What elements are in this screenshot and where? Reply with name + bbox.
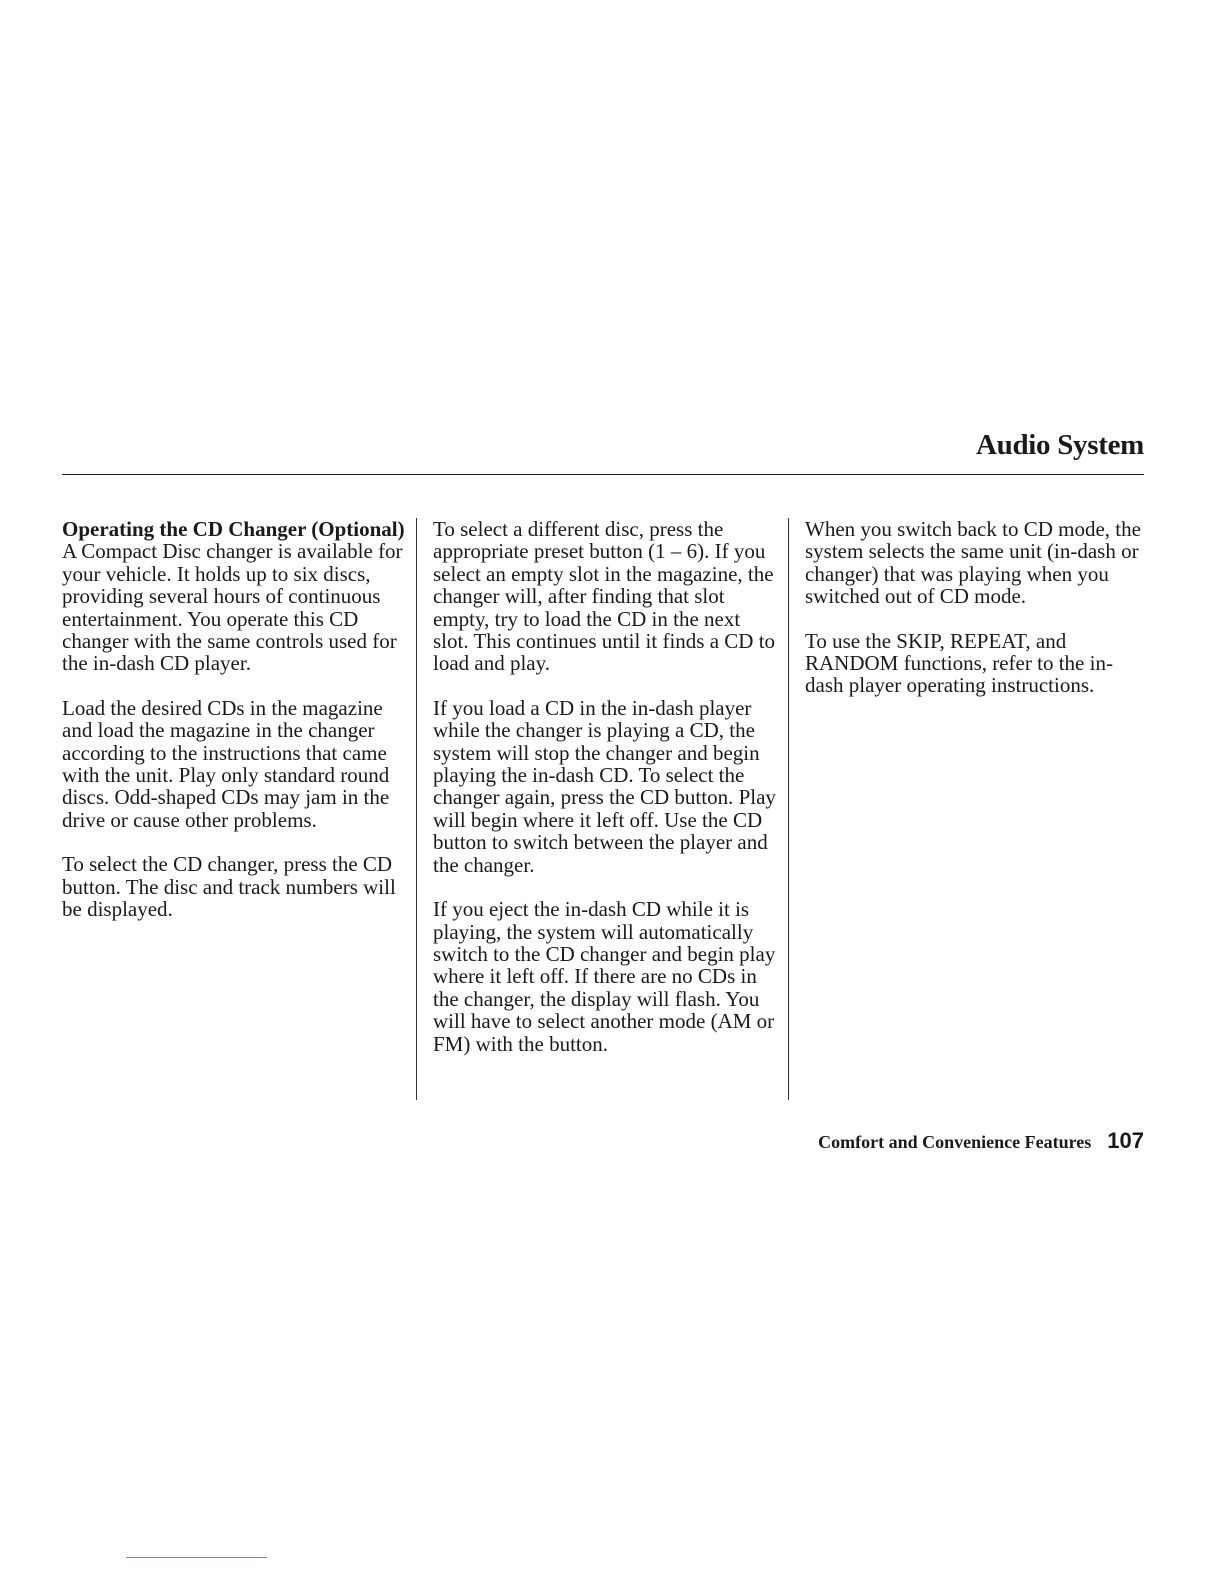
page-number: 107	[1107, 1128, 1144, 1153]
page-footer	[818, 1128, 1144, 1154]
chapter-label: Comfort and Convenience Features	[818, 1132, 1092, 1152]
column-1	[62, 518, 407, 943]
paragraph: To select a different disc, press the appropriate preset button (1 – 6). If you select an empty slot in the magazine, the changer will, after finding that slot empty, try to load the CD in the next slot. This continues until it finds a CD to load and play.	[433, 517, 776, 676]
paragraph: To use the SKIP, REPEAT, and RANDOM functions, refer to the in-dash player operating instructions.	[805, 628, 1113, 698]
column-2	[433, 518, 778, 1077]
paragraph: If you load a CD in the in-dash player while the changer is playing a CD, the system will stop the changer and begin playing the in-dash CD. To select the changer again, press the CD button. Play will begin where it left off. Use the CD button to switch between the player and the changer.	[433, 695, 776, 877]
bottom-link-rule	[126, 1557, 267, 1558]
paragraph: Load the desired CDs in the magazine and load the magazine in the changer according to the instructions that came with the unit. Play only standard round discs. Odd-shaped CDs may jam in the drive or cause other problems.	[62, 695, 390, 832]
column-3	[805, 518, 1150, 719]
paragraph: If you eject the in-dash CD while it is playing, the system will automatically switch to the CD changer and begin play where it left off. If there are no CDs in the changer, the display will flash. You will have to select another mode (AM or FM) with the button.	[433, 897, 776, 1056]
paragraph: To select the CD changer, press the CD button. The disc and track numbers will be displayed.	[62, 852, 396, 922]
header-rule	[62, 474, 1144, 475]
paragraph: When you switch back to CD mode, the system selects the same unit (in-dash or changer) that was playing when you switched out of CD mode.	[805, 517, 1141, 609]
column-divider	[788, 518, 789, 1100]
paragraph: A Compact Disc changer is available for your vehicle. It holds up to six discs, providing several hours of continuous entertainment. You operate this CD changer with the same controls used for the in-dash CD player.	[62, 539, 403, 676]
section-title: Audio System	[975, 429, 1144, 461]
section-heading: Operating the CD Changer (Optional)	[62, 517, 405, 541]
column-divider	[416, 518, 417, 1100]
